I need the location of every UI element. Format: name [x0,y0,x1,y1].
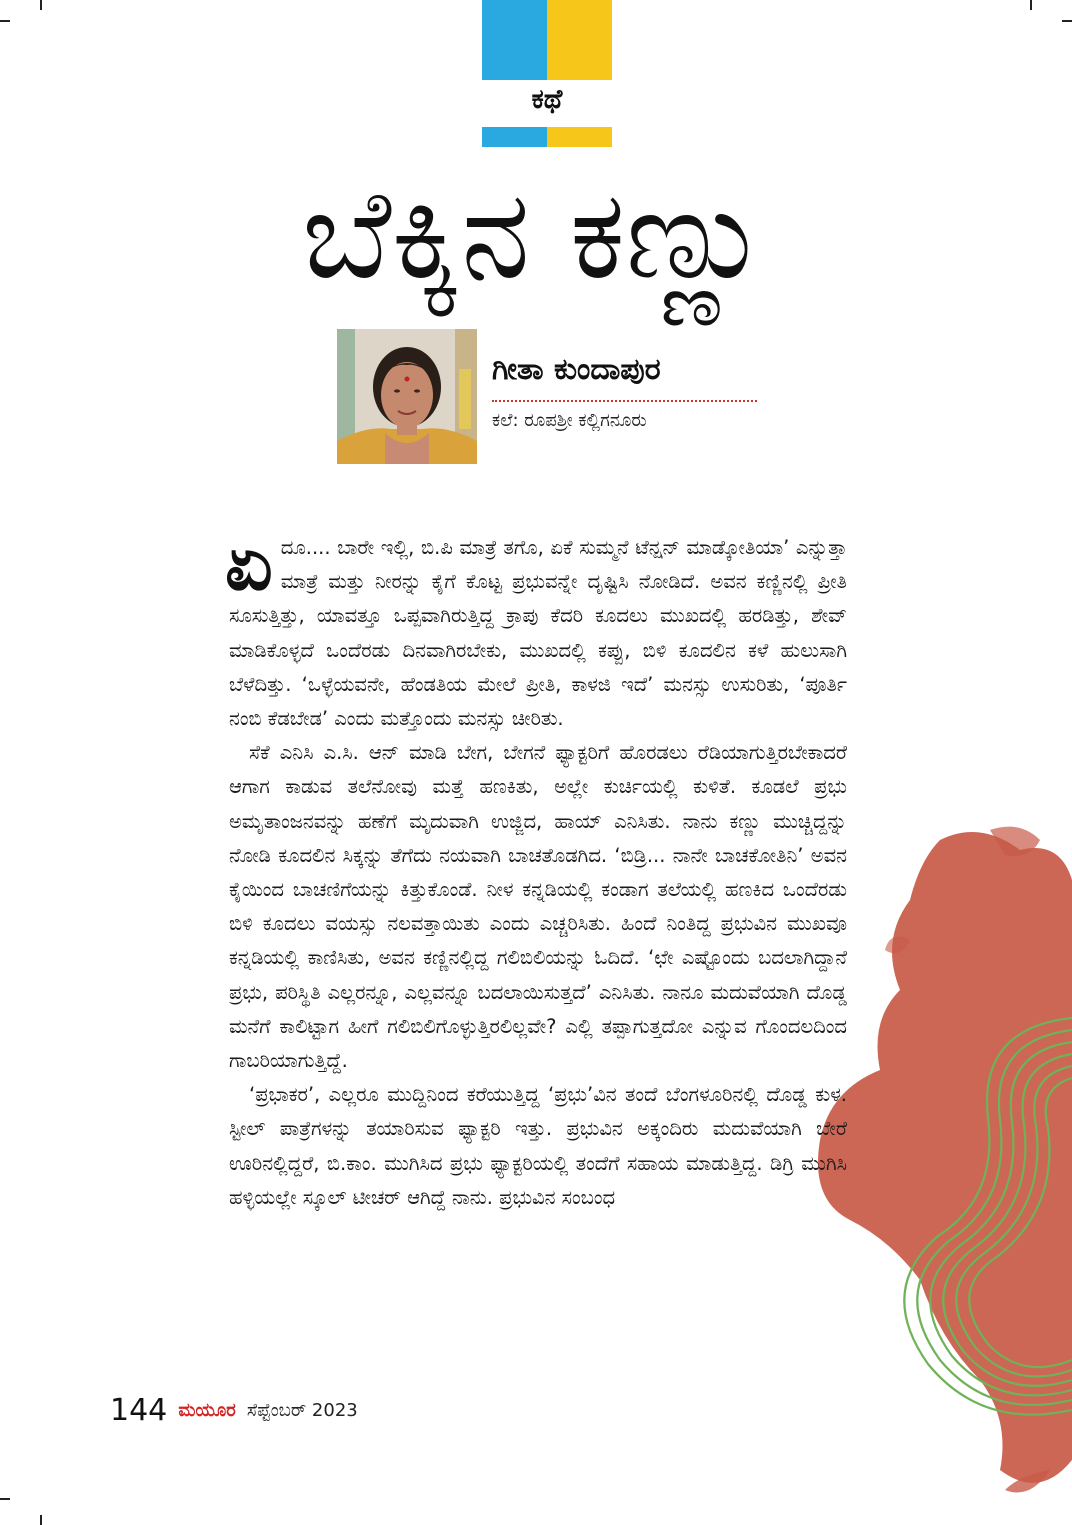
article-title: ಬೆಕ್ಕಿನ ಕಣ್ಣು [301,163,771,307]
drop-cap: ಏ [225,521,273,607]
page-number: 144 [110,1393,168,1428]
crop-mark [1030,0,1032,10]
crop-mark [0,1498,10,1500]
section-label: ಕಥೆ [531,84,563,115]
section-banner-bottom [482,127,612,147]
article-body [225,521,847,1215]
crop-mark [0,20,10,22]
section-banner-top [482,0,612,80]
byline-divider [492,400,757,402]
crop-mark [40,1515,42,1525]
author-name: ಗೀತಾ ಕುಂದಾಪುರ [492,352,661,387]
magazine-logo: ಮಯೂರ [178,1400,236,1421]
paragraph-text: ದೂ.... ಬಾರೇ ಇಲ್ಲಿ, ಬಿ.ಪಿ ಮಾತ್ರೆ ತಗೊ, ಏಕೆ ಸುಮ್ಮನೆ ಟೆನ್ಷನ್ ಮಾಡ್ಕೋತಿಯಾ’ ಎನ್ನುತ್ತಾ ಮಾತ್ರೆ ಮತ್ತು ನೀರನ್ನು ಕೈಗೆ ಕೊಟ್ಟ ಪ್ರಭುವನ್ನೇ ದೃಷ್ಟಿಸಿ ನೋಡಿದೆ. ಅವನ ಕಣ್ಣಿನಲ್ಲಿ ಪ್ರೀತಿ ಸೂಸುತ್ತಿತ್ತು, ಯಾವತ್ತೂ ಒಪ್ಪವಾಗಿರುತ್ತಿದ್ದ ಕ್ರಾಪು ಕೆದರಿ ಕೂದಲು ಮುಖದಲ್ಲಿ ಹರಡಿತ್ತು, ಶೇವ್ ಮಾಡಿಕೊಳ್ಳದೆ ಒಂದೆರಡು ದಿನವಾಗಿರಬೇಕು, ಮುಖದಲ್ಲಿ ಕಪ್ಪು, ಬಿಳಿ ಕೂದಲಿನ ಕಳೆ ಹುಲುಸಾಗಿ ಬೆಳೆದಿತ್ತು. ‘ಒಳ್ಳೆಯವನೇ, ಹೆಂಡತಿಯ ಮೇಲೆ ಪ್ರೀತಿ, ಕಾಳಜಿ ಇದೆ’ ಮನಸ್ಸು ಉಸುರಿತು, ‘ಪೂರ್ತಿ ನಂಬಿ ಕೆಡಬೇಡ’ ಎಂದು ಮತ್ತೊಂದು ಮನಸ್ಸು ಚೀರಿತು. [229,536,847,731]
author-photo [337,329,477,464]
paragraph: ‘ಪ್ರಭಾಕರ’, ಎಲ್ಲರೂ ಮುದ್ದಿನಿಂದ ಕರೆಯುತ್ತಿದ್ದ ‘ಪ್ರಭು’ವಿನ ತಂದೆ ಬೆಂಗಳೂರಿನಲ್ಲಿ ದೊಡ್ಡ ಕುಳ. ಸ್ಟೀಲ್ ಪಾತ್ರೆಗಳನ್ನು ತಯಾರಿಸುವ ಫ್ಯಾಕ್ಟರಿ ಇತ್ತು. ಪ್ರಭುವಿನ ಅಕ್ಕಂದಿರು ಮದುವೆಯಾಗಿ ಬೇರೆ ಊರಿನಲ್ಲಿದ್ದರೆ, ಬಿ.ಕಾಂ. ಮುಗಿಸಿದ ಪ್ರಭು ಫ್ಯಾಕ್ಟರಿಯಲ್ಲಿ ತಂದೆಗೆ ಸಹಾಯ ಮಾಡುತ್ತಿದ್ದ. ಡಿಗ್ರಿ ಮುಗಿಸಿ ಹಳ್ಳಿಯಲ್ಲೇ ಸ್ಕೂಲ್ ಟೀಚರ್ ಆಗಿದ್ದೆ ನಾನು. ಪ್ರಭುವಿನ ಸಂಬಂಧ [229,1083,847,1209]
page-footer [110,1393,358,1428]
crop-mark [40,0,42,10]
crop-mark [1062,20,1072,22]
paragraph: ಸೆಕೆ ಎನಿಸಿ ಎ.ಸಿ. ಆನ್ ಮಾಡಿ ಬೇಗ, ಬೇಗನೆ ಫ್ಯಾಕ್ಟರಿಗೆ ಹೊರಡಲು ರೆಡಿಯಾಗುತ್ತಿರಬೇಕಾದರೆ ಆಗಾಗ ಕಾಡುವ ತಲೆನೋವು ಮತ್ತೆ ಹಣಕಿತು, ಅಲ್ಲೇ ಕುರ್ಚಿಯಲ್ಲಿ ಕುಳಿತೆ. ಕೂಡಲೆ ಪ್ರಭು ಅಮೃತಾಂಜನವನ್ನು ಹಣೆಗೆ ಮೃದುವಾಗಿ ಉಜ್ಜಿದ, ಹಾಯ್ ಎನಿಸಿತು. ನಾನು ಕಣ್ಣು ಮುಚ್ಚಿದ್ದನ್ನು ನೋಡಿ ಕೂದಲಿನ ಸಿಕ್ಕನ್ನು ತೆಗೆದು ನಯವಾಗಿ ಬಾಚತೊಡಗಿದ. ‘ಬಿಡ್ರಿ... ನಾನೇ ಬಾಚಕೋತಿನಿ’ ಅವನ ಕೈಯಿಂದ ಬಾಚಣಿಗೆಯನ್ನು ಕಿತ್ತುಕೊಂಡೆ. ನೀಳ ಕನ್ನಡಿಯಲ್ಲಿ ಕಂಡಾಗ ತಲೆಯಲ್ಲಿ ಹಣಕಿದ ಒಂದೆರಡು ಬಿಳಿ ಕೂದಲು ವಯಸ್ಸು ನಲವತ್ತಾಯಿತು ಎಂದು ಎಚ್ಚರಿಸಿತು. ಹಿಂದೆ ನಿಂತಿದ್ದ ಪ್ರಭುವಿನ ಮುಖವೂ ಕನ್ನಡಿಯಲ್ಲಿ ಕಾಣಿಸಿತು, ಅವನ ಕಣ್ಣಿನಲ್ಲಿದ್ದ ಗಲಿಬಿಲಿಯನ್ನು ಓದಿದೆ. ‘ಛೇ ಎಷ್ಟೊಂದು ಬದಲಾಗಿದ್ದಾನೆ ಪ್ರಭು, ಪರಿಸ್ಥಿತಿ ಎಲ್ಲರನ್ನೂ, ಎಲ್ಲವನ್ನೂ ಬದಲಾಯಿಸುತ್ತದೆ’ ಎನಿಸಿತು. ನಾನೂ ಮದುವೆಯಾಗಿ ದೊಡ್ಡ ಮನೆಗೆ ಕಾಲಿಟ್ಟಾಗ ಹೀಗೆ ಗಲಿಬಿಲಿಗೊಳ್ಳುತ್ತಿರಲಿಲ್ಲವೇ? ಎಲ್ಲಿ ತಪ್ಪಾಗುತ್ತದೋ ಎನ್ನುವ ಗೊಂದಲದಿಂದ ಗಾಬರಿಯಾಗುತ್ತಿದ್ದೆ. [229,741,847,1073]
art-credit: ಕಲೆ: ರೂಪಶ್ರೀ ಕಲ್ಲಿಗನೂರು [492,410,647,431]
issue-date: ಸೆಪ್ಟೆಂಬರ್ 2023 [246,1400,358,1421]
paragraph [225,521,847,736]
